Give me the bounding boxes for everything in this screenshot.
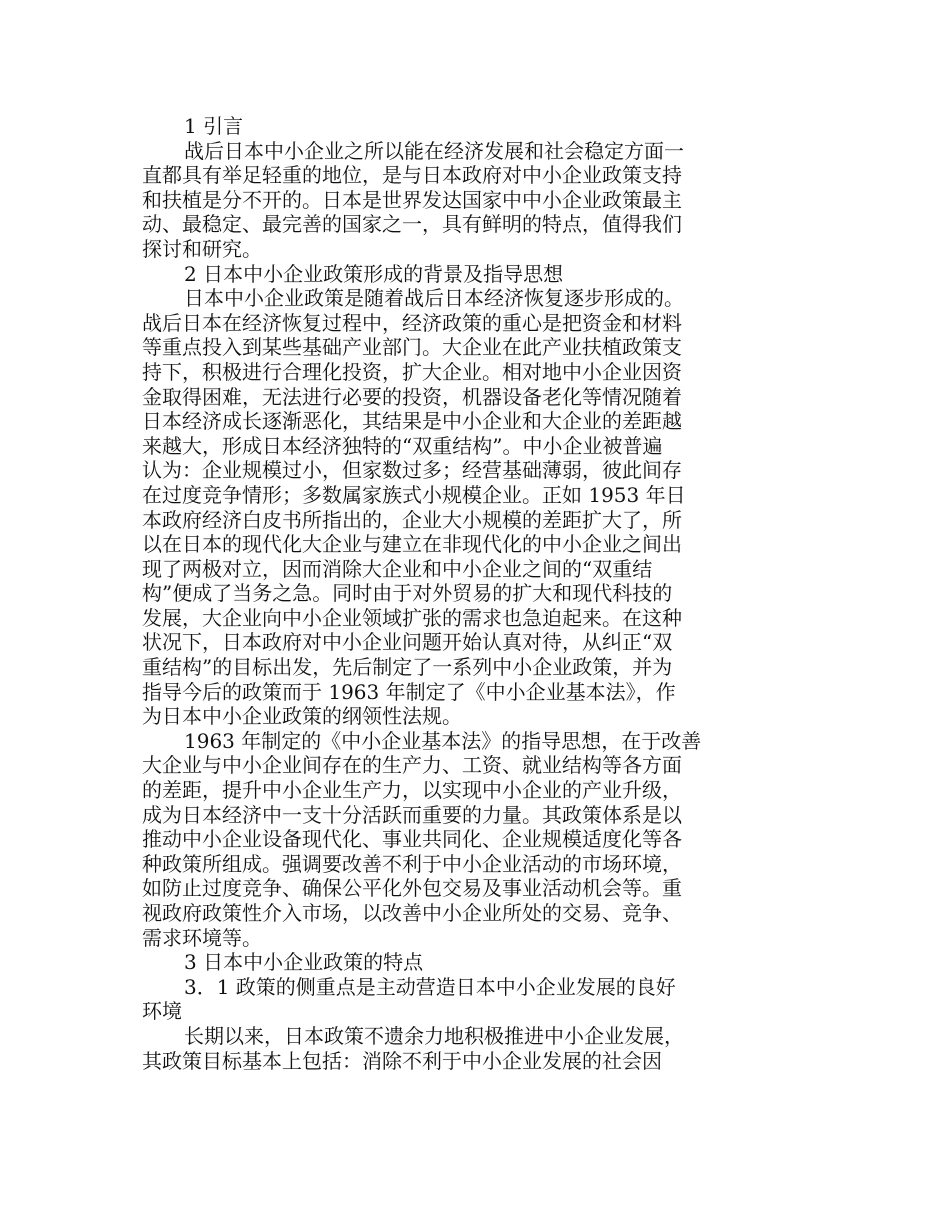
paragraph-line: 探讨和研究。	[142, 236, 262, 261]
paragraph-line: 状况下，日本政府对中小企业问题开始认真对待，从纠正“双	[142, 630, 673, 655]
paragraph-line: 本政府经济白皮书所指出的，企业大小规模的差距扩大了，所	[142, 507, 682, 532]
paragraph-line: 1963 年制定的《中小企业基本法》的指导思想，在于改善	[184, 728, 702, 753]
section-heading-features: 3 日本中小企业政策的特点	[184, 950, 424, 975]
paragraph-line: 金取得困难，无法进行必要的投资，机器设备老化等情况随着	[142, 384, 682, 409]
paragraph-line: 来越大，形成日本经济独特的“双重结构”。中小企业被普遍	[142, 433, 663, 458]
paragraph-line: 和扶植是分不开的。日本是世界发达国家中中小企业政策最主	[142, 187, 682, 212]
paragraph-line: 成为日本经济中一支十分活跃而重要的力量。其政策体系是以	[142, 802, 682, 827]
section-heading-introduction: 1 引言	[184, 114, 244, 138]
paragraph-line: 日本经济成长逐渐恶化，其结果是中小企业和大企业的差距越	[142, 409, 682, 434]
paragraph-line: 构”便成了当务之急。同时由于对外贸易的扩大和现代科技的	[142, 581, 673, 606]
subsection-heading: 3．1 政策的侧重点是主动营造日本中小企业发展的良好	[184, 974, 676, 999]
paragraph-line: 指导今后的政策而于 1963 年制定了《中小企业基本法》，作	[142, 679, 676, 704]
paragraph-line: 战后日本中小企业之所以能在经济发展和社会稳定方面一	[184, 138, 684, 163]
paragraph-line: 战后日本在经济恢复过程中，经济政策的重心是把资金和材料	[142, 310, 682, 335]
subsection-heading-continuation: 环境	[142, 999, 182, 1024]
paragraph-line: 在过度竞争情形；多数属家族式小规模企业。正如 1953 年日	[142, 482, 686, 507]
paragraph-line: 如防止过度竞争、确保公平化外包交易及事业活动机会等。重	[142, 876, 682, 901]
document-body	[142, 114, 742, 1073]
paragraph-line: 需求环境等。	[142, 925, 262, 950]
paragraph-line: 等重点投入到某些基础产业部门。大企业在此产业扶植政策支	[142, 335, 682, 360]
paragraph-line: 推动中小企业设备现代化、事业共同化、企业规模适度化等各	[142, 827, 682, 852]
paragraph-line: 为日本中小企业政策的纲领性法规。	[142, 704, 462, 729]
paragraph-line: 现了两极对立，因而消除大企业和中小企业之间的“双重结	[142, 556, 653, 581]
paragraph-line: 的差距，提升中小企业生产力，以实现中小企业的产业升级，	[142, 778, 682, 803]
paragraph-line: 其政策目标基本上包括：消除不利于中小企业发展的社会因	[142, 1048, 662, 1073]
paragraph-line: 动、最稳定、最完善的国家之一，具有鲜明的特点，值得我们	[142, 212, 682, 237]
paragraph-line: 认为：企业规模过小，但家数过多；经营基础薄弱，彼此间存	[142, 458, 682, 483]
paragraph-line: 以在日本的现代化大企业与建立在非现代化的中小企业之间出	[142, 532, 682, 557]
paragraph-line: 长期以来，日本政策不遗余力地积极推进中小企业发展，	[184, 1023, 684, 1048]
paragraph-line: 重结构”的目标出发，先后制定了一系列中小企业政策，并为	[142, 655, 673, 680]
paragraph-line: 大企业与中小企业间存在的生产力、工资、就业结构等各方面	[142, 753, 682, 778]
paragraph-line: 视政府政策性介入市场，以改善中小企业所处的交易、竞争、	[142, 901, 682, 925]
paragraph-line: 日本中小企业政策是随着战后日本经济恢复逐步形成的。	[184, 286, 684, 311]
paragraph-line: 直都具有举足轻重的地位，是与日本政府对中小企业政策支持	[142, 163, 682, 188]
paragraph-line: 持下，积极进行合理化投资，扩大企业。相对地中小企业因资	[142, 359, 682, 384]
section-heading-background: 2 日本中小企业政策形成的背景及指导思想	[184, 261, 564, 286]
paragraph-line: 发展，大企业向中小企业领域扩张的需求也急迫起来。在这种	[142, 605, 682, 630]
paragraph-line: 种政策所组成。强调要改善不利于中小企业活动的市场环境，	[142, 851, 682, 876]
